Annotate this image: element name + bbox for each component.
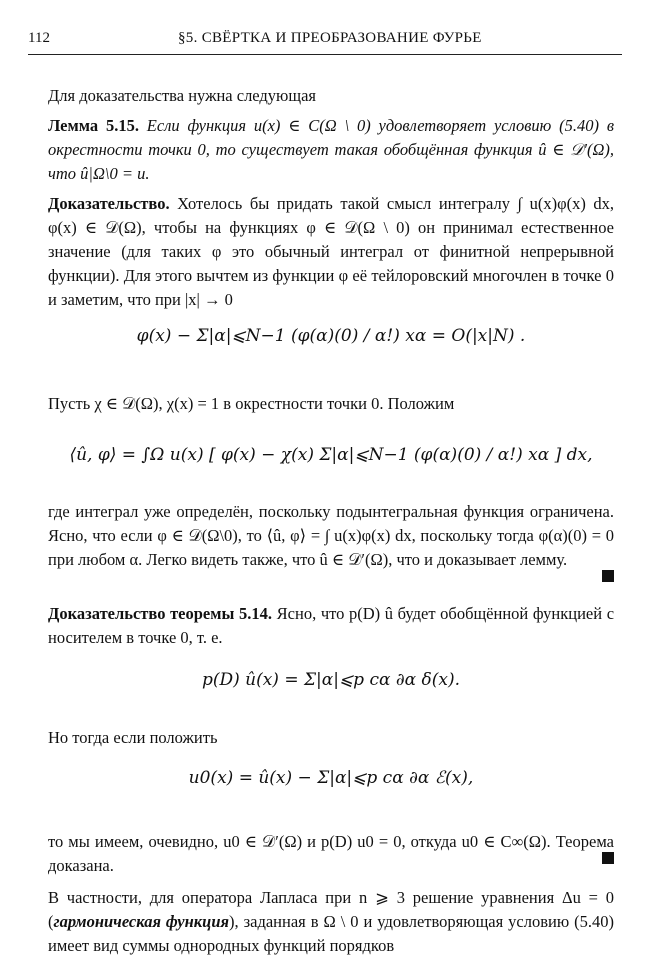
harmonic-function-term: гармоническая функция	[53, 912, 230, 931]
qed-square	[602, 570, 614, 582]
theorem-proof-paragraph	[48, 602, 614, 650]
paragraph-conclusion: то мы имеем, очевидно, u0 ∈ 𝒟′(Ω) и p(D) u0 = 0, откуда u0 ∈ C∞(Ω). Теорема доказана.	[48, 832, 614, 875]
taylor-formula: φ(x) − Σ|α|⩽N−1 (φ(α)(0) / α!) xα = O(|x|N) .	[136, 326, 526, 346]
header-rule	[28, 54, 622, 55]
definition-formula: ⟨û, φ⟩ = ∫Ω u(x) [ φ(x) − χ(x) Σ|α|⩽N−1 (φ(α)(0) / α!) xα ] dx,	[69, 445, 593, 465]
intro-text: Для доказательства нужна следующая	[48, 86, 316, 105]
page-number: 112	[28, 30, 50, 46]
lemma-5-15	[48, 114, 614, 186]
proof-paragraph	[48, 192, 614, 312]
lemma-text: Если функция u(x) ∈ C(Ω \ 0) удовлетворяет условию (5.40) в окрестности точки 0, то существует такая обобщённая функция û ∈ 𝒟′(Ω), что û|Ω\0 = u.	[48, 116, 614, 183]
proof-text: Хотелось бы придать такой смысл интегралу ∫ u(x)φ(x) dx, φ(x) ∈ 𝒟(Ω), чтобы на функциях φ ∈ 𝒟(Ω \ 0) он принимал естественное значение (для таких φ это обычный интеграл от финитной непрерывной функции). Для этого вычтем из функции φ её тейлоровский многочлен в точке 0 и заметим, что при |x| → 0	[48, 194, 614, 309]
lemma-label: Лемма 5.15.	[48, 116, 139, 135]
theorem-proof-text: Ясно, что p(D) û будет обобщённой функцией с носителем в точке 0, т. е.	[48, 604, 615, 647]
paragraph-then: Но тогда если положить	[48, 728, 218, 747]
paragraph-chi: Пусть χ ∈ 𝒟(Ω), χ(x) = 1 в окрестности точки 0. Положим	[48, 394, 455, 413]
u0-formula: u0(x) = û(x) − Σ|α|⩽p cα ∂α ℰ(x),	[188, 768, 474, 788]
running-title: §5. СВЁРТКА И ПРЕОБРАЗОВАНИЕ ФУРЬЕ	[178, 30, 482, 46]
laplace-text-start: В частности, для оператора Лапласа при n ⩾ 3 решение уравнения Δu = 0 (	[48, 888, 614, 931]
proof-label: Доказательство.	[48, 194, 170, 213]
paragraph-integral-defined: где интеграл уже определён, поскольку подынтегральная функция ограничена. Ясно, что если φ ∈ 𝒟(Ω\0), то ⟨û, φ⟩ = ∫ u(x)φ(x) dx, поскольку тогда φ(α)(0) = 0 при любом α. Легко видеть также, что û ∈ 𝒟′(Ω), что и доказывает лемму.	[48, 502, 614, 569]
paragraph-laplace	[48, 886, 614, 958]
qed-square-2	[602, 852, 614, 864]
theorem-proof-label: Доказательство теоремы 5.14.	[48, 604, 273, 623]
p-of-d-formula: p(D) û(x) = Σ|α|⩽p cα ∂α δ(x).	[201, 670, 461, 690]
laplace-text-end: ), заданная в Ω \ 0 и удовлетворяющая условию (5.40) имеет вид суммы однородных функций порядков	[48, 912, 614, 955]
